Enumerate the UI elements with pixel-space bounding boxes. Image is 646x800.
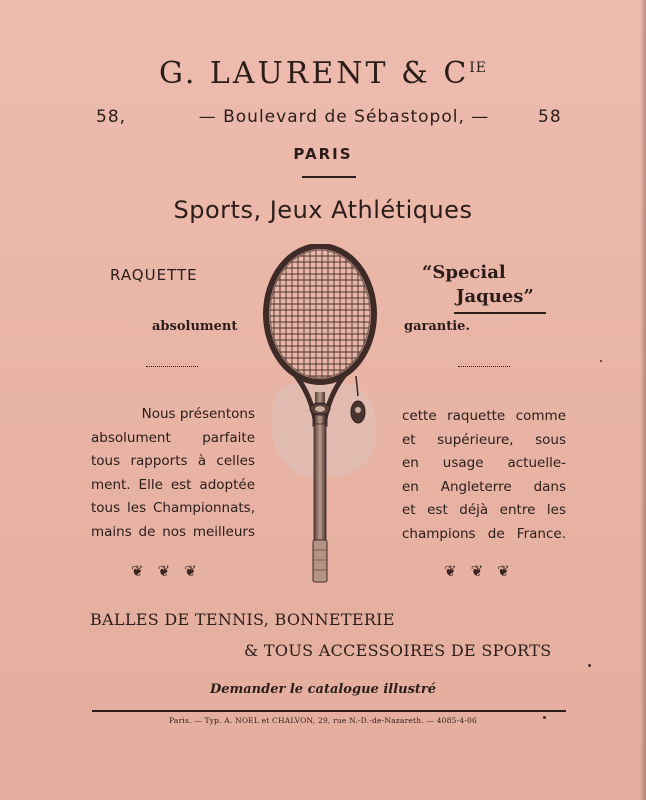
ink-speck: [600, 360, 602, 362]
company-name: G. LAURENT & $C^{IE}$: [158, 56, 488, 91]
left-word: absolument: [152, 319, 238, 334]
body-right-line: en usage actuelle-: [402, 455, 566, 471]
ink-speck: [588, 664, 591, 667]
body-column-right: [402, 405, 566, 546]
body-right-line: cette raquette comme: [402, 408, 566, 424]
product-label-left: RAQUETTE: [110, 266, 198, 284]
tennis-racket-illustration: [258, 244, 388, 586]
body-left-line: absolument parfaite: [91, 429, 255, 446]
body-right-line: et est déjà entre les: [402, 502, 566, 518]
footer-rule: [92, 710, 566, 712]
ornament-left: ❦❦❦: [131, 562, 211, 580]
body-left-line: mains de nos meilleurs: [91, 523, 255, 540]
body-right-line: en Angleterre dans: [402, 478, 566, 495]
body-left-line: tous les Championnats,: [91, 500, 255, 516]
ornament-right: ❦❦❦: [444, 562, 524, 580]
body-left-line: Nous présentons: [141, 406, 255, 422]
company-suffix: IE: [469, 60, 488, 76]
address-number-left: 58,: [96, 107, 127, 127]
printer-imprint: Paris. — Typ. A. NOEL et CHALVON, 29, rue N.-D.-de-Nazareth. — 4085-4-06: [169, 716, 477, 725]
footer-line-2: & TOUS ACCESSOIRES DE SPORTS: [244, 641, 552, 660]
dotted-divider-right: [458, 366, 510, 367]
product-label-right-line2: Jaques”: [456, 286, 534, 307]
product-label-right-line1: “Special: [422, 262, 506, 283]
paper-edge-shadow: [640, 0, 646, 800]
city-name: PARIS: [293, 145, 353, 163]
address-street: — Boulevard de Sébastopol, —: [198, 107, 490, 127]
footer-line-1: BALLES DE TENNIS, BONNETERIE: [90, 610, 395, 629]
body-left-line: tous rapports à celles: [91, 453, 255, 469]
address-number-right: 58: [538, 107, 562, 127]
body-right-line: champions de France.: [402, 525, 566, 542]
body-column-left: [91, 403, 255, 544]
dotted-divider-left: [146, 366, 198, 367]
body-left-line: ment. Elle est adoptée: [91, 476, 255, 493]
body-right-line: et supérieure, sous: [402, 431, 566, 448]
right-word: garantie.: [404, 319, 470, 334]
header-divider: [302, 176, 356, 178]
catalogue-request: Demander le catalogue illustré: [209, 682, 437, 697]
headline: Sports, Jeux Athlétiques: [173, 196, 473, 224]
ink-speck: [543, 716, 546, 719]
product-label-underline: [454, 312, 546, 314]
